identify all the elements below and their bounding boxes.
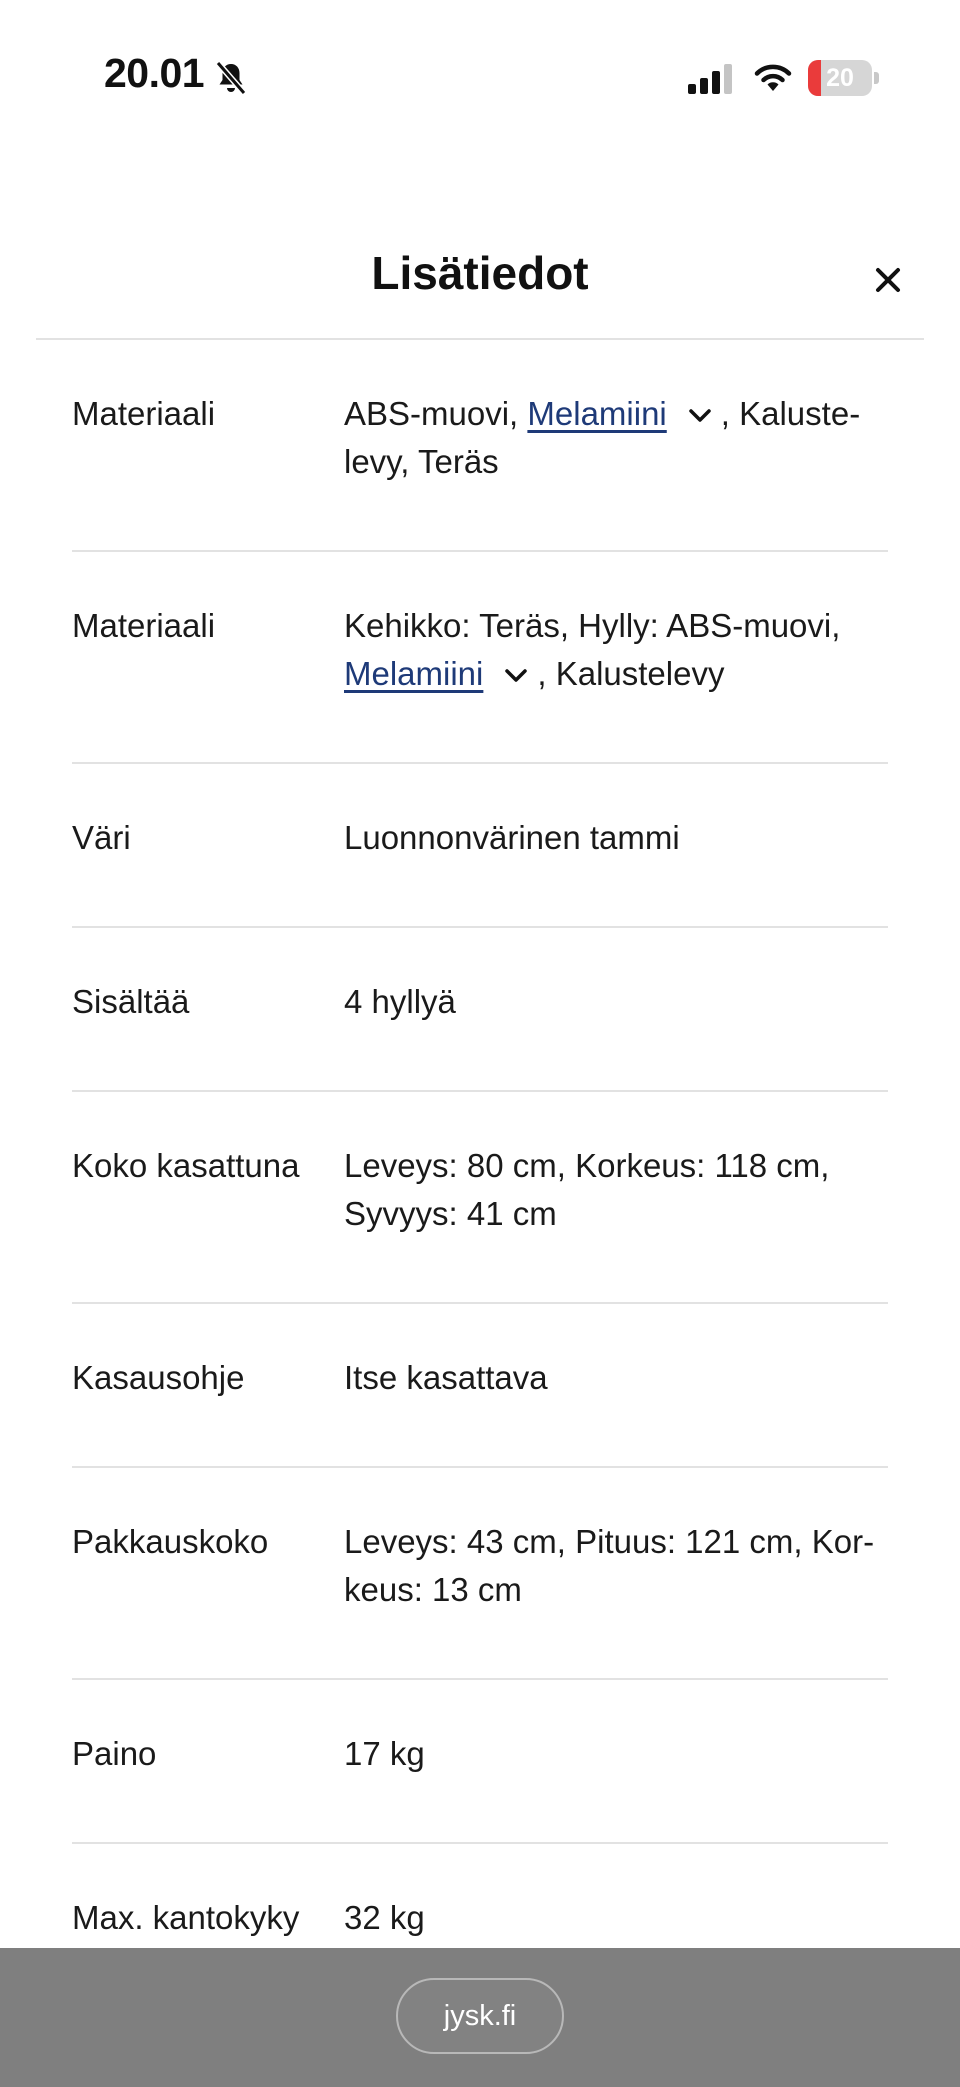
spec-label: Max. kantokyky [72,1899,300,1936]
spec-row-paino [72,1680,888,1844]
chevron-down-icon[interactable] [687,407,713,425]
spec-label: Pakkauskoko [72,1523,269,1560]
spec-row-sisaltaa [72,928,888,1092]
spec-value: Leveys: 43 cm, Pituus: 121 cm, Korkeus: 13 cm [344,1523,875,1608]
spec-row-pakkauskoko [72,1468,888,1680]
spec-label: Materiaali [72,607,216,644]
address-bar[interactable]: jysk.fi [396,1978,564,2054]
spec-row-materiaali-detail [72,552,888,764]
spec-label: Väri [72,819,131,856]
spec-label: Sisältää [72,983,190,1020]
battery-indicator [808,60,878,96]
spec-label: Materiaali [72,395,216,432]
modal-header [36,220,924,340]
spec-value: 32 kg [344,1899,425,1936]
spec-value-text: , Kalustelevy [537,655,725,692]
spec-row-vari [72,764,888,928]
spec-label: Koko kasattuna [72,1147,300,1184]
spec-value-text: ABS-muovi, [344,395,528,432]
close-button[interactable] [862,254,914,306]
spec-value: 17 kg [344,1735,425,1772]
spec-row-materiaali [72,340,888,552]
battery-level: 20 [826,64,854,92]
spec-value: Leveys: 80 cm, Korkeus: 118 cm, Syvyys: 41 cm [344,1147,830,1232]
spec-row-kasausohje [72,1304,888,1468]
spec-row-koko-kasattuna [72,1092,888,1304]
spec-value-text: , Kalustelevy, Teräs [344,395,861,480]
spec-label: Kasausohje [72,1359,245,1396]
modal-title: Lisätiedot [371,247,589,299]
spec-label: Paino [72,1735,157,1772]
melamiini-link[interactable]: Melamiini [527,395,667,432]
spec-list [72,340,888,2008]
spec-value [344,602,888,762]
spec-value [344,390,888,550]
status-time: 20.01 [104,50,205,96]
bell-muted-icon [214,60,248,96]
status-bar [0,0,960,150]
spec-value: 4 hyllyä [344,983,456,1020]
wifi-icon [752,60,794,94]
spec-value: Itse kasattava [344,1359,548,1396]
spec-value: Luonnonvärinen tammi [344,819,680,856]
spec-value-text: Kehikko: Teräs, Hylly: ABS-muovi, [344,607,841,644]
browser-bottom-bar [0,1948,960,2087]
cellular-signal-icon [688,62,736,96]
chevron-down-icon[interactable] [503,667,529,685]
close-icon [875,267,901,293]
melamiini-link[interactable]: Melamiini [344,655,484,692]
